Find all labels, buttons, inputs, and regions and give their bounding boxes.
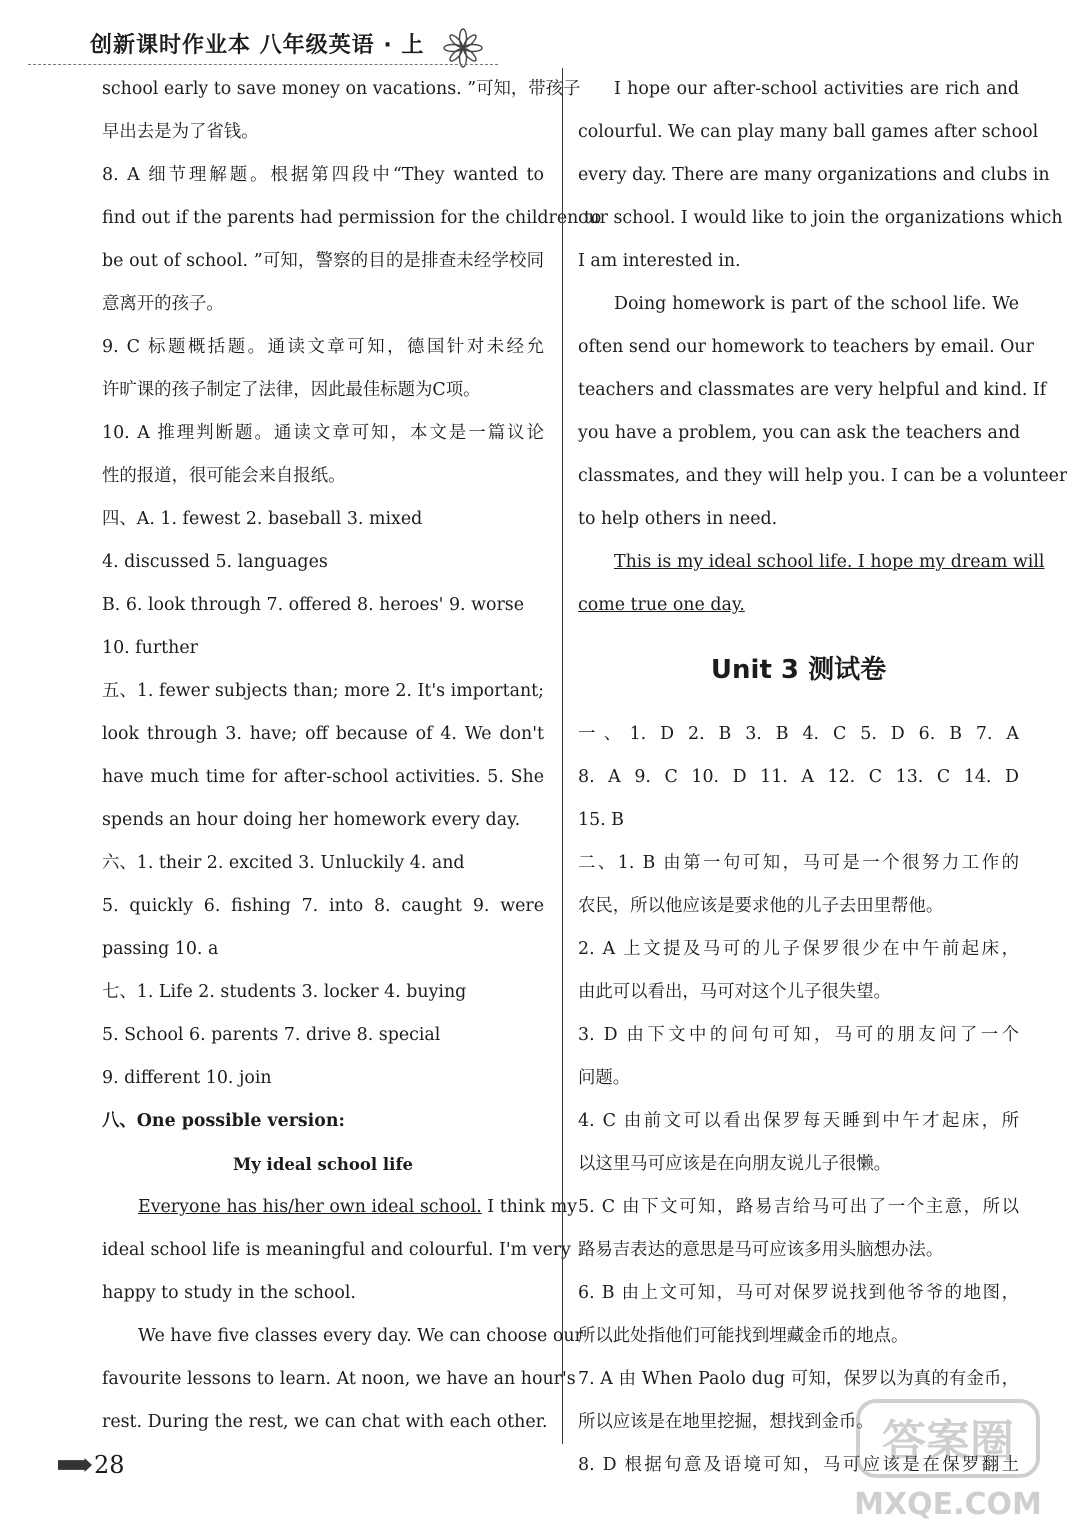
text-line: 4. C 由前文可以看出保罗每天睡到中午才起床，所: [578, 1111, 1019, 1131]
flower-ornament-icon: [443, 28, 483, 68]
text-line: 六、1. their 2. excited 3. Unluckily 4. and: [102, 853, 465, 873]
text-line: often send our homework to teachers by email. Our: [578, 337, 1034, 357]
text-line: 9. different 10. join: [102, 1068, 272, 1088]
text-line: I hope our after-school activities are rich and: [614, 79, 1019, 99]
text-line: every day. There are many organizations and clubs in: [578, 165, 1050, 185]
text-line: 8. A 细节理解题。根据第四段中“They wanted to: [102, 165, 544, 185]
text-line: 七、1. Life 2. students 3. locker 4. buying: [102, 982, 467, 1002]
text-line: 意离开的孩子。: [102, 294, 224, 314]
text-line: spends an hour doing her homework every day.: [102, 810, 521, 830]
column-divider: [562, 68, 563, 1444]
page-footer: [58, 1450, 125, 1480]
text-line: 四、A. 1. fewest 2. baseball 3. mixed: [102, 509, 423, 529]
text-line: 9. C 标题概括题。通读文章可知，德国针对未经允: [102, 337, 544, 357]
text-line: happy to study in the school.: [102, 1283, 356, 1303]
text-line: 二、1. B 由第一句可知，马可是一个很努力工作的: [578, 853, 1019, 873]
text-line: passing 10. a: [102, 939, 219, 959]
page-number: 28: [94, 1451, 125, 1479]
text-run: I think my: [481, 1197, 578, 1217]
text-line: We have five classes every day. We can choose our: [138, 1326, 583, 1346]
arrow-icon: [58, 1458, 92, 1472]
text-line: My ideal school life: [232, 1155, 414, 1174]
text-line: Doing homework is part of the school life. We: [614, 294, 1019, 314]
right-column: [578, 68, 1067, 1487]
text-line: I am interested in.: [578, 251, 741, 271]
text-line: 2. A 上文提及马可的儿子保罗很少在中午前起床，: [578, 939, 1019, 959]
text-line: 农民，所以他应该是要求他的儿子去田里帮他。: [578, 896, 944, 916]
unit-title: Unit 3 测试卷: [710, 655, 887, 685]
text-line: find out if the parents had permission for the children to: [102, 208, 602, 228]
underlined-text: Everyone has his/her own ideal school.: [138, 1197, 482, 1217]
text-line: 8. A 9. C 10. D 11. A 12. C 13. C 14. D: [578, 767, 1019, 787]
svg-text:MXQE.COM: MXQE.COM: [854, 1487, 1042, 1522]
text-line: you have a problem, you can ask the teachers and: [578, 423, 1021, 443]
svg-text:答案圈: 答案圈: [882, 1416, 1014, 1467]
text-line: our school. I would like to join the organizations which: [578, 208, 1063, 228]
text-line: 路易吉表达的意思是马可应该多用头脑想办法。: [578, 1240, 944, 1260]
text-line: school early to save money on vacations. ”可知，带孩子: [102, 79, 581, 99]
text-line: 5. C 由下文可知，路易吉给马可出了一个主意，所以: [578, 1197, 1019, 1217]
text-line: 5. School 6. parents 7. drive 8. special: [102, 1025, 441, 1045]
text-line: 5. quickly 6. fishing 7. into 8. caught 9. were: [102, 896, 544, 916]
text-line: This is my ideal school life. I hope my dream will: [614, 552, 1045, 572]
text-line: 15. B: [578, 810, 624, 830]
text-line: 一、1. D 2. B 3. B 4. C 5. D 6. B 7. A: [578, 724, 1019, 744]
text-line: 所以应该是在地里挖掘，想找到金币。: [578, 1412, 874, 1432]
text-line: 八、One possible version:: [102, 1111, 345, 1131]
text-line: B. 6. look through 7. offered 8. heroes' 9. worse: [102, 595, 524, 615]
text-line: 由此可以看出，马可对这个儿子很失望。: [578, 982, 892, 1002]
text-line: look through 3. have; off because of 4. We don't: [102, 724, 544, 744]
running-header: 创新课时作业本 八年级英语 · 上: [90, 33, 425, 58]
text-line: favourite lessons to learn. At noon, we have an hour's: [102, 1369, 576, 1389]
text-line: have much time for after-school activities. 5. She: [102, 767, 544, 787]
text-line: come true one day.: [578, 595, 745, 615]
text-line: [102, 1186, 578, 1229]
text-line: 4. discussed 5. languages: [102, 552, 328, 572]
text-line: be out of school. ”可知，警察的目的是排查未经学校同: [102, 251, 544, 271]
text-line: to help others in need.: [578, 509, 778, 529]
text-line: 6. B 由上文可知，马可对保罗说找到他爷爷的地图，: [578, 1283, 1019, 1303]
text-line: 五、1. fewer subjects than; more 2. It's important;: [102, 681, 544, 701]
text-line: 3. D 由下文中的问句可知，马可的朋友问了一个: [578, 1025, 1019, 1045]
text-line: 早出去是为了省钱。: [102, 122, 259, 142]
text-line: classmates, and they will help you. I can be a volunteer: [578, 466, 1067, 486]
text-line: 10. further: [102, 638, 198, 658]
text-line: 以这里马可应该是在向朋友说儿子很懒。: [578, 1154, 892, 1174]
text-line: 许旷课的孩子制定了法律，因此最佳标题为C项。: [102, 380, 481, 400]
text-line: 10. A 推理判断题。通读文章可知，本文是一篇议论: [102, 423, 544, 443]
text-line: colourful. We can play many ball games after school: [578, 122, 1039, 142]
text-line: rest. During the rest, we can chat with each other.: [102, 1412, 548, 1432]
text-line: 所以此处指他们可能找到埋藏金币的地点。: [578, 1326, 909, 1346]
text-line: 性的报道，很可能会来自报纸。: [102, 466, 346, 486]
watermark-logo: [853, 1396, 1043, 1526]
text-line: 问题。: [578, 1068, 631, 1088]
text-line: 7. A 由 When Paolo dug 可知，保罗以为真的有金币，: [578, 1369, 1019, 1389]
text-line: ideal school life is meaningful and colourful. I'm very: [102, 1240, 571, 1260]
header-rule: [28, 64, 498, 65]
text-line: 8. D 根据句意及语境可知，马可应该是在保罗翻土: [578, 1455, 1019, 1475]
text-line: teachers and classmates are very helpful and kind. If: [578, 380, 1047, 400]
